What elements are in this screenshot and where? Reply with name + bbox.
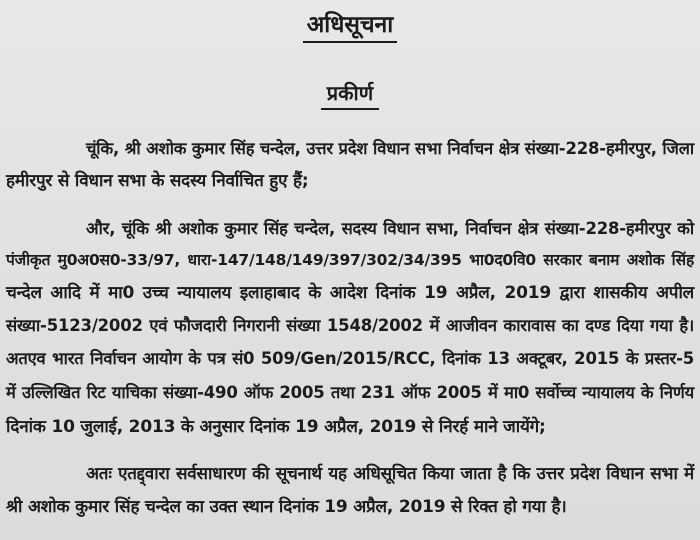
document-title [0, 10, 700, 43]
paragraph-2-line-2: पंजीकृत मु0अ0स0-33/97, धारा-147/148/149/397/302/34/395 भा0द0वि0 सरकार बनाम अशोक सिंह [6, 251, 694, 269]
document-subtitle-text: प्रकीर्ण [321, 80, 379, 110]
paragraph-1-line-2: हमीरपुर से विधान सभा के सदस्य निर्वाचित हुए हैं; [6, 171, 309, 191]
paragraph-3-line-1: अतएव भारत निर्वाचन आयोग के पत्र सं0 509/Gen/2015/RCC, दिनांक 13 अक्टूबर, 2015 के प्रस्तर-5 [6, 349, 694, 368]
paragraph-2-line-1: और, चूंकि श्री अशोक कुमार सिंह चन्देल, सदस्य विधान सभा, निर्वाचन क्षेत्र संख्या-228-हमीरपुर को [86, 219, 694, 238]
paragraph-3-line-2: में उल्लिखित रिट याचिका संख्या-490 ऑफ 2005 तथा 231 ऑफ 2005 में मा0 सर्वोच्च न्यायालय के निर्णय [6, 383, 694, 402]
paragraph-1-line-1: चूंकि, श्री अशोक कुमार सिंह चन्देल, उत्तर प्रदेश विधान सभा निर्वाचन क्षेत्र संख्या-228-हमीरपुर, जिला [86, 139, 694, 158]
paragraph-4-line-2: श्री अशोक कुमार सिंह चन्देल का उक्त स्थान दिनांक 19 अप्रैल, 2019 से रिक्त हो गया है। [6, 497, 567, 517]
paragraph-2-line-4: संख्या-5123/2002 एवं फौजदारी निगरानी संख्या 1548/2002 में आजीवन कारावास का दण्ड दिया गया है। [6, 316, 694, 335]
paragraph-2-line-3: चन्देल आदि में मा0 उच्च न्यायालय इलाहाबाद के आदेश दिनांक 19 अप्रैल, 2019 द्वारा शासकीय अपील [6, 283, 694, 303]
document-subtitle [0, 80, 700, 110]
paragraph-3-line-3: दिनांक 10 जुलाई, 2013 के अनुसार दिनांक 19 अप्रैल, 2019 से निरर्ह माने जायेंगे; [6, 417, 546, 437]
paragraph-4-line-1: अतः एतद्द्वारा सर्वसाधारण की सूचनार्थ यह अधिसूचित किया जाता है कि उत्तर प्रदेश विधान सभा में [86, 464, 694, 484]
document-title-text: अधिसूचना [303, 10, 398, 43]
